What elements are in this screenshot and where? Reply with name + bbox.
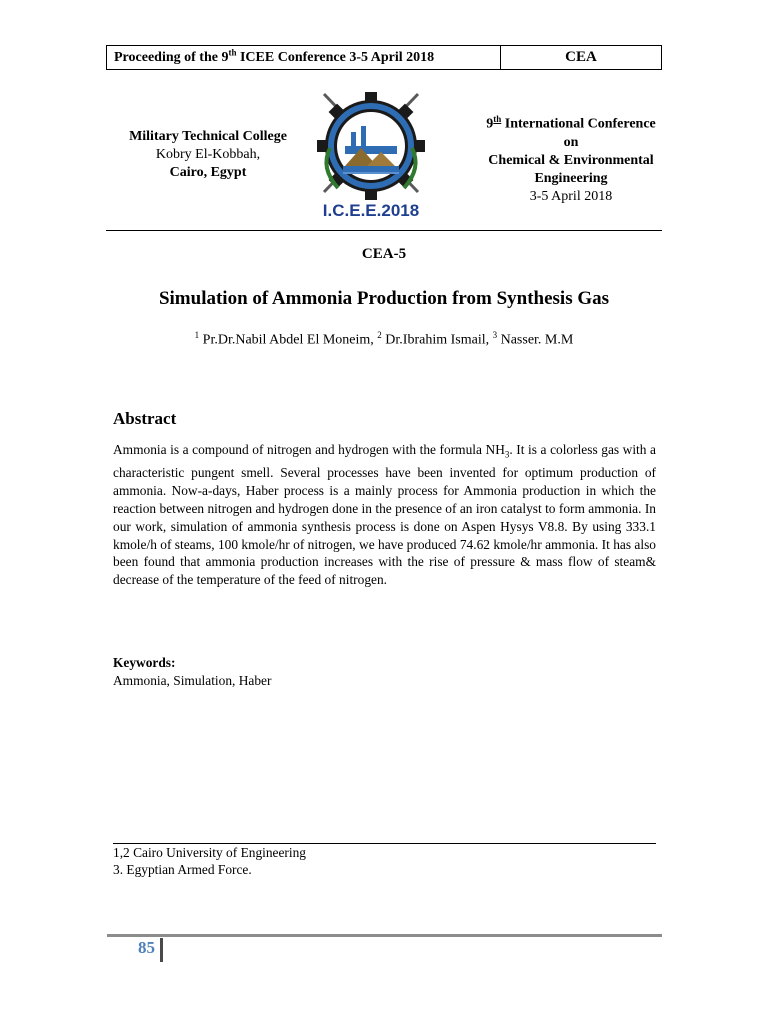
header-table xyxy=(106,45,662,70)
abstract-text-1: Ammonia is a compound of nitrogen and hydrogen with the formula NH xyxy=(113,442,505,457)
abstract-subscript: 3 xyxy=(504,449,510,460)
abstract-text-2: . It is a colorless gas with a characteristic pungent smell. Several processes have been invented for optimum production of ammonia. Now-a-days, Haber process is a mainly process for Ammonia production in which the reaction between nitrogen and hydrogen done in the presence of an iron catalyst to form ammonia. In our work, simulation of ammonia synthesis process is done on Aspen Hysys V8.8. By using 333.1 kmole/h of steams, 100 kmole/hr of nitrogen, we have produced 74.62 kmole/hr ammonia. It has also been found that ammonia production increases with the rise of pressure & mass flow of steam& decrease of the temperature of the feed of nitrogen. xyxy=(113,442,656,588)
proceeding-cell xyxy=(107,46,501,69)
conference-line1 xyxy=(470,110,672,134)
institution-line2: Kobry El-Kobbah, xyxy=(155,147,261,162)
proceeding-sup: th xyxy=(228,47,237,58)
page-number-bar xyxy=(160,938,163,962)
logo-text: I.C.E.E.2018 xyxy=(322,201,420,220)
footnote-2: 3. Egyptian Armed Force. xyxy=(113,862,252,877)
proceeding-suffix: ICEE Conference 3-5 April 2018 xyxy=(236,50,435,65)
author-2-name: Dr.Ibrahim Ismail, xyxy=(381,332,493,348)
proceeding-prefix: Proceeding of the 9 xyxy=(114,50,229,65)
paper-code: CEA-5 xyxy=(361,246,407,262)
conference-line2: on xyxy=(563,134,579,150)
header-divider xyxy=(106,230,662,231)
conference-dates: 3-5 April 2018 xyxy=(529,188,613,204)
section-code-cell: CEA xyxy=(565,49,597,65)
paper-title: Simulation of Ammonia Production from Synthesis Gas xyxy=(158,288,610,309)
institution-line3: Cairo, Egypt xyxy=(169,165,247,180)
abstract-heading: Abstract xyxy=(113,409,177,428)
author-3-num: 3 xyxy=(492,330,498,340)
keywords-list: Ammonia, Simulation, Haber xyxy=(113,673,272,688)
page-number: 85 xyxy=(138,938,155,957)
keywords-heading: Keywords: xyxy=(113,655,176,670)
institution-name: Military Technical College xyxy=(129,129,287,144)
author-3-name: Nasser. M.M xyxy=(497,332,574,348)
abstract-body xyxy=(113,441,656,589)
conference-line4: Engineering xyxy=(534,170,608,186)
author-1-num: 1 xyxy=(194,330,200,340)
conference-name: International Conference xyxy=(501,116,656,132)
conference-line3: Chemical & Environmental xyxy=(488,152,654,168)
footer-rule xyxy=(107,934,662,937)
conference-block xyxy=(470,110,672,206)
author-list xyxy=(106,330,662,349)
institution-block xyxy=(108,128,308,182)
author-1-name: Pr.Dr.Nabil Abdel El Moneim, xyxy=(199,332,378,348)
footnote-1: 1,2 Cairo University of Engineering xyxy=(113,845,307,860)
footnote-divider xyxy=(113,843,656,844)
icee-2018-logo xyxy=(310,88,432,220)
conference-number: 9 xyxy=(486,116,494,132)
author-2-num: 2 xyxy=(377,330,382,340)
conference-number-sup: th xyxy=(493,114,502,124)
